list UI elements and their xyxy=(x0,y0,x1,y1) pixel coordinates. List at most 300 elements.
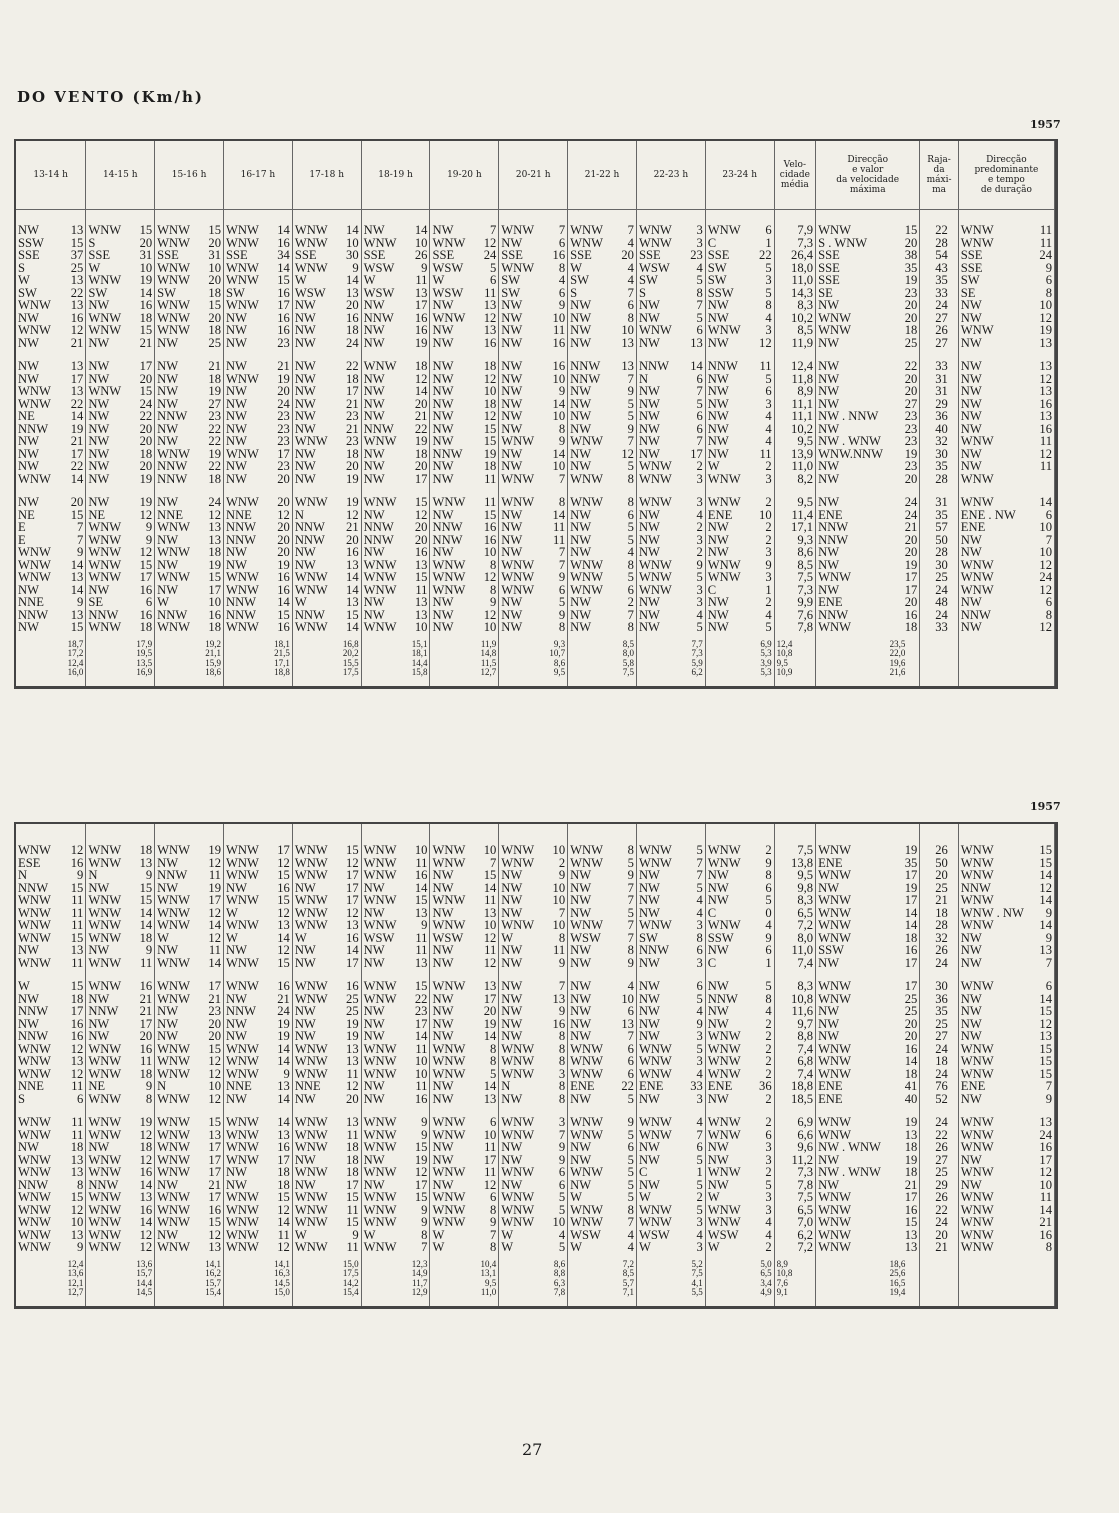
direction: WNW xyxy=(570,583,603,596)
speed: 17 xyxy=(70,372,84,385)
hour-cell xyxy=(361,1229,430,1242)
direction: NW xyxy=(818,372,840,385)
direction: NNW xyxy=(432,533,463,546)
hour-cell xyxy=(430,584,499,597)
speed: 7 xyxy=(558,906,566,919)
hour-cell xyxy=(361,373,430,386)
direction: NW xyxy=(18,336,39,349)
speed: 5 xyxy=(627,1128,634,1141)
direction: WNW xyxy=(363,435,397,448)
direction: C xyxy=(707,583,717,596)
direction: WNW xyxy=(818,1116,851,1129)
direction: NW xyxy=(570,992,592,1005)
direction: NW xyxy=(638,1178,660,1191)
hour-cell xyxy=(705,584,774,597)
direction: WNW xyxy=(638,236,672,249)
speed: 16 xyxy=(346,546,359,559)
speed: 16 xyxy=(552,336,566,349)
speed: 17 xyxy=(346,894,359,907)
hour-cell xyxy=(223,1166,292,1179)
speed: 13 xyxy=(70,274,84,287)
direction: NW xyxy=(501,299,523,312)
hour-cell xyxy=(636,1043,705,1056)
hour-cell xyxy=(223,1129,292,1142)
direction: WNW xyxy=(960,869,994,882)
direction: NW xyxy=(570,336,592,349)
hour-cell xyxy=(155,1080,224,1093)
speed: 6 xyxy=(696,324,703,337)
speed: 16 xyxy=(277,311,290,324)
speed: 5 xyxy=(627,521,634,534)
table-row xyxy=(16,546,1055,559)
direction: WNW xyxy=(88,894,122,907)
direction: NW xyxy=(225,410,247,423)
direction: NW xyxy=(88,472,110,485)
direction: WNW xyxy=(88,274,122,287)
hour-cell xyxy=(223,534,292,547)
speed: 4 xyxy=(765,311,772,324)
direction: WNW xyxy=(638,1055,672,1068)
speed: 19 xyxy=(139,1116,153,1129)
hour-cell xyxy=(292,1030,361,1043)
hour-cell xyxy=(705,360,774,373)
speed: 10 xyxy=(483,546,497,559)
speed: 13 xyxy=(139,1191,153,1204)
speed: 17 xyxy=(904,869,918,882)
direction: N xyxy=(18,869,28,882)
hour-cell xyxy=(155,907,224,920)
direction: WNW xyxy=(88,1203,122,1216)
gust-cell: 33 xyxy=(920,360,958,373)
speed: 17 xyxy=(208,894,221,907)
table-row xyxy=(16,473,1055,486)
hour-cell xyxy=(223,337,292,350)
hour-cell xyxy=(86,857,155,870)
speed: 20 xyxy=(414,460,428,473)
speed: 6 xyxy=(1045,596,1052,609)
speed: 23 xyxy=(277,435,290,448)
speed: 15 xyxy=(346,844,359,857)
hour-cell xyxy=(361,435,430,448)
speed: 6 xyxy=(696,422,703,435)
direction: W xyxy=(225,906,238,919)
hour-cell xyxy=(499,1229,568,1242)
hour-cell xyxy=(223,410,292,423)
gust-cell: 31 xyxy=(920,496,958,509)
summary-row xyxy=(16,634,1055,682)
predominant-cell xyxy=(958,869,1054,882)
table-row xyxy=(16,262,1055,275)
speed: 19 xyxy=(208,385,221,398)
direction: WNW xyxy=(432,1055,466,1068)
speed: 14 xyxy=(1039,869,1052,882)
hour-cell xyxy=(568,621,637,634)
direction: WNW xyxy=(157,980,191,993)
max-speed-cell xyxy=(816,312,920,325)
direction: NE xyxy=(18,410,35,423)
direction: NW xyxy=(960,397,982,410)
direction: NW xyxy=(432,1092,454,1105)
hour-cell xyxy=(568,857,637,870)
summary-row xyxy=(16,1254,1055,1302)
hour-cell xyxy=(636,299,705,312)
direction: WNW xyxy=(88,906,122,919)
direction: NNW xyxy=(88,1178,119,1191)
speed: 13 xyxy=(1039,1116,1052,1129)
column-header: Raja- da máxi- ma xyxy=(920,141,958,210)
speed: 12 xyxy=(346,906,359,919)
speed: 15 xyxy=(414,980,428,993)
speed: 2 xyxy=(696,1191,703,1204)
direction: WNW xyxy=(432,919,466,932)
speed: 12 xyxy=(277,508,290,521)
speed: 17 xyxy=(346,869,359,882)
speed: 4 xyxy=(696,894,703,907)
max-speed-cell xyxy=(816,249,920,262)
speed: 7 xyxy=(558,558,566,571)
mean-speed-cell: 7,0 xyxy=(774,1216,815,1229)
direction: WNW xyxy=(501,1191,535,1204)
direction: WNW xyxy=(818,1067,851,1080)
direction: WNW xyxy=(570,224,603,237)
speed: 7 xyxy=(627,286,634,299)
direction: N xyxy=(501,1080,511,1093)
speed: 13 xyxy=(208,521,221,534)
direction: WNW xyxy=(638,224,672,237)
direction: NW xyxy=(88,1017,110,1030)
speed: 14 xyxy=(139,919,153,932)
direction: W xyxy=(707,460,720,473)
hour-cell xyxy=(155,957,224,970)
speed: 7 xyxy=(1045,533,1052,546)
predominant-cell xyxy=(958,398,1054,411)
hour-cell xyxy=(155,1068,224,1081)
direction: WNW xyxy=(707,472,741,485)
speed: 13 xyxy=(208,533,221,546)
hour-cell xyxy=(499,944,568,957)
speed: 11 xyxy=(1039,460,1052,473)
hour-cell xyxy=(568,609,637,622)
group-spacer xyxy=(16,1105,1055,1116)
speed: 17 xyxy=(277,844,290,857)
hour-cell xyxy=(361,571,430,584)
speed: 20 xyxy=(208,274,221,287)
mean-speed-cell: 7,5 xyxy=(774,1191,815,1204)
hour-cell xyxy=(636,621,705,634)
speed: 13 xyxy=(904,1228,918,1241)
direction: NW xyxy=(432,1030,454,1043)
direction: WNW xyxy=(225,1153,259,1166)
speed: 8 xyxy=(490,1042,497,1055)
speed: 11 xyxy=(484,1166,497,1179)
speed: 9 xyxy=(145,521,153,534)
direction: NNW xyxy=(225,533,257,546)
table-row xyxy=(16,410,1055,423)
speed: 10 xyxy=(208,596,221,609)
gust-cell: 22 xyxy=(920,1129,958,1142)
direction: NW xyxy=(570,956,592,969)
direction: WNW xyxy=(960,583,994,596)
hour-cell xyxy=(430,448,499,461)
speed: 5 xyxy=(627,410,634,423)
direction: WNW xyxy=(18,571,51,584)
speed: 15 xyxy=(139,894,153,907)
speed: 20 xyxy=(277,521,290,534)
speed: 2 xyxy=(765,1092,772,1105)
direction: WNW xyxy=(570,1116,603,1129)
hour-cell xyxy=(292,993,361,1006)
direction: NW xyxy=(432,1153,454,1166)
hour-cell xyxy=(16,857,86,870)
direction: NNW xyxy=(960,608,991,621)
max-speed-cell xyxy=(816,1055,920,1068)
direction: NW xyxy=(294,385,316,398)
hour-cell xyxy=(16,1055,86,1068)
direction: NW xyxy=(570,546,592,559)
speed: 25 xyxy=(904,336,918,349)
hour-cell xyxy=(430,385,499,398)
hour-cell xyxy=(361,1005,430,1018)
hour-cell xyxy=(499,1093,568,1106)
speed: 19 xyxy=(208,881,221,894)
direction: NW xyxy=(294,1017,316,1030)
max-speed-cell xyxy=(816,460,920,473)
hour-cell xyxy=(568,882,637,895)
hour-cell xyxy=(155,609,224,622)
hour-cell xyxy=(86,980,155,993)
speed: 7 xyxy=(421,1241,428,1254)
speed: 11 xyxy=(415,931,428,944)
direction: WNW xyxy=(501,844,535,857)
hour-cell xyxy=(155,509,224,522)
direction: WNW xyxy=(157,1166,191,1179)
hour-cell xyxy=(292,869,361,882)
direction: NNW xyxy=(363,533,394,546)
hour-cell xyxy=(499,373,568,386)
mean-speed-cell: 11,9 xyxy=(774,337,815,350)
speed: 3 xyxy=(765,1203,772,1216)
hour-cell xyxy=(86,1141,155,1154)
speed: 3 xyxy=(696,496,703,509)
hour-cell xyxy=(361,584,430,597)
hour-cell xyxy=(705,312,774,325)
speed: 12 xyxy=(139,1128,153,1141)
direction: NW xyxy=(363,299,385,312)
hour-cell xyxy=(223,1080,292,1093)
direction: W xyxy=(294,274,307,287)
direction: NW xyxy=(638,1153,660,1166)
gust-cell: 54 xyxy=(920,249,958,262)
direction: NW xyxy=(363,224,385,237)
hour-cell xyxy=(361,621,430,634)
hour-cell xyxy=(86,1030,155,1043)
speed: 7 xyxy=(558,546,566,559)
direction: NW xyxy=(707,435,729,448)
direction: WNW xyxy=(294,844,328,857)
max-speed-cell xyxy=(816,1141,920,1154)
hour-cell xyxy=(705,609,774,622)
direction: NW xyxy=(638,621,660,634)
speed: 5 xyxy=(765,1178,772,1191)
hour-cell xyxy=(292,1093,361,1106)
hour-cell xyxy=(568,249,637,262)
table-row xyxy=(16,980,1055,993)
hour-cell xyxy=(499,980,568,993)
direction: WSW xyxy=(294,286,326,299)
speed: 6 xyxy=(765,385,772,398)
direction: NW xyxy=(638,521,660,534)
direction: NW xyxy=(363,1080,385,1093)
mean-speed-cell: 7,9 xyxy=(774,224,815,237)
speed: 11 xyxy=(71,919,84,932)
speed: 6 xyxy=(627,1141,634,1154)
speed: 35 xyxy=(904,856,918,869)
predominant-cell xyxy=(958,1080,1054,1093)
direction: NW xyxy=(157,944,179,957)
speed: 13 xyxy=(1039,944,1052,957)
hour-cell xyxy=(292,1005,361,1018)
direction: WNW xyxy=(707,1128,741,1141)
speed: 15 xyxy=(139,558,153,571)
direction: NE xyxy=(88,1080,106,1093)
gust-cell: 24 xyxy=(920,1216,958,1229)
direction: NNE xyxy=(18,1080,44,1093)
direction: WNW xyxy=(707,1030,741,1043)
hour-cell xyxy=(292,509,361,522)
direction: NW xyxy=(294,1005,316,1018)
speed: 15 xyxy=(208,224,221,237)
speed: 14 xyxy=(346,621,359,634)
speed: 5 xyxy=(765,372,772,385)
speed: 13 xyxy=(277,1080,290,1093)
speed: 12 xyxy=(414,1166,428,1179)
direction: NW xyxy=(501,397,523,410)
gust-cell: 36 xyxy=(920,993,958,1006)
direction: WSW xyxy=(432,286,464,299)
speed: 11 xyxy=(484,286,497,299)
direction: ENE xyxy=(707,508,733,521)
mean-speed-cell: 9,5 xyxy=(774,435,815,448)
hour-cell xyxy=(223,571,292,584)
speed: 18 xyxy=(277,1166,290,1179)
gust-cell: 24 xyxy=(920,609,958,622)
direction: NW xyxy=(960,447,982,460)
hour-cell xyxy=(292,1216,361,1229)
hour-cell xyxy=(292,274,361,287)
max-speed-cell xyxy=(816,1229,920,1242)
direction: WNW xyxy=(294,1042,328,1055)
hour-cell xyxy=(292,324,361,337)
max-speed-cell xyxy=(816,299,920,312)
direction: NW xyxy=(294,397,316,410)
predominant-cell xyxy=(958,1179,1054,1192)
speed: 31 xyxy=(208,249,221,262)
direction: SE xyxy=(88,596,104,609)
direction: ENE xyxy=(818,856,843,869)
direction: WNW xyxy=(225,1191,259,1204)
hour-cell xyxy=(499,496,568,509)
speed: 4 xyxy=(627,980,634,993)
direction: NW xyxy=(157,435,179,448)
speed: 24 xyxy=(1039,1128,1052,1141)
mean-speed-cell: 6,5 xyxy=(774,907,815,920)
direction: WNW xyxy=(225,372,259,385)
speed: 16 xyxy=(414,1092,428,1105)
direction: NE xyxy=(18,508,35,521)
direction: NW xyxy=(432,1141,454,1154)
hour-cell xyxy=(568,423,637,436)
speed: 15 xyxy=(1039,844,1052,857)
direction: WNW xyxy=(18,397,51,410)
gust-cell: 40 xyxy=(920,423,958,436)
speed: 15 xyxy=(1039,1005,1052,1018)
hour-cell xyxy=(705,869,774,882)
direction: NW xyxy=(638,447,660,460)
speed: 12 xyxy=(346,1080,359,1093)
hour-cell xyxy=(292,473,361,486)
direction: WNW xyxy=(363,1216,397,1229)
gust-cell: 24 xyxy=(920,1068,958,1081)
direction: NNW xyxy=(363,422,394,435)
summary-cell: 12,4 13,6 12,1 12,7 xyxy=(16,1254,86,1302)
column-header: 17-18 h xyxy=(292,141,361,210)
speed: 4 xyxy=(765,1005,772,1018)
hour-cell xyxy=(361,324,430,337)
predominant-cell xyxy=(958,287,1054,300)
gust-cell: 26 xyxy=(920,944,958,957)
speed: 21 xyxy=(139,1005,153,1018)
speed: 5 xyxy=(490,1067,497,1080)
hour-cell xyxy=(361,312,430,325)
direction: WNW xyxy=(818,311,851,324)
speed: 3 xyxy=(765,1191,772,1204)
speed: 6 xyxy=(765,1128,772,1141)
speed: 11 xyxy=(552,533,566,546)
direction: SW xyxy=(157,286,177,299)
hour-cell xyxy=(292,1129,361,1142)
speed: 12 xyxy=(208,906,221,919)
hour-cell xyxy=(568,894,637,907)
hour-cell xyxy=(223,373,292,386)
hour-cell xyxy=(361,1141,430,1154)
direction: WNW xyxy=(294,1203,328,1216)
speed: 8 xyxy=(558,1042,566,1055)
hour-cell xyxy=(86,496,155,509)
speed: 14 xyxy=(277,1116,290,1129)
speed: 5 xyxy=(627,856,634,869)
direction: NW xyxy=(707,410,729,423)
direction: W xyxy=(157,931,170,944)
speed: 5 xyxy=(696,1203,703,1216)
direction: WNW xyxy=(707,1067,741,1080)
speed: 8 xyxy=(558,1030,566,1043)
direction: NW xyxy=(501,980,523,993)
direction: NW xyxy=(501,869,523,882)
hour-cell xyxy=(705,546,774,559)
hour-cell xyxy=(361,360,430,373)
summary-cell xyxy=(958,634,1054,682)
summary-cell: 8,9 10,8 7,6 9,1 xyxy=(774,1254,815,1302)
speed: 17 xyxy=(904,980,918,993)
speed: 16 xyxy=(346,931,359,944)
direction: WNW xyxy=(157,894,191,907)
speed: 11 xyxy=(1039,1191,1052,1204)
speed: 8 xyxy=(421,1228,428,1241)
hour-cell xyxy=(223,596,292,609)
speed: 7 xyxy=(490,224,497,237)
hour-cell xyxy=(705,621,774,634)
hour-cell xyxy=(636,460,705,473)
